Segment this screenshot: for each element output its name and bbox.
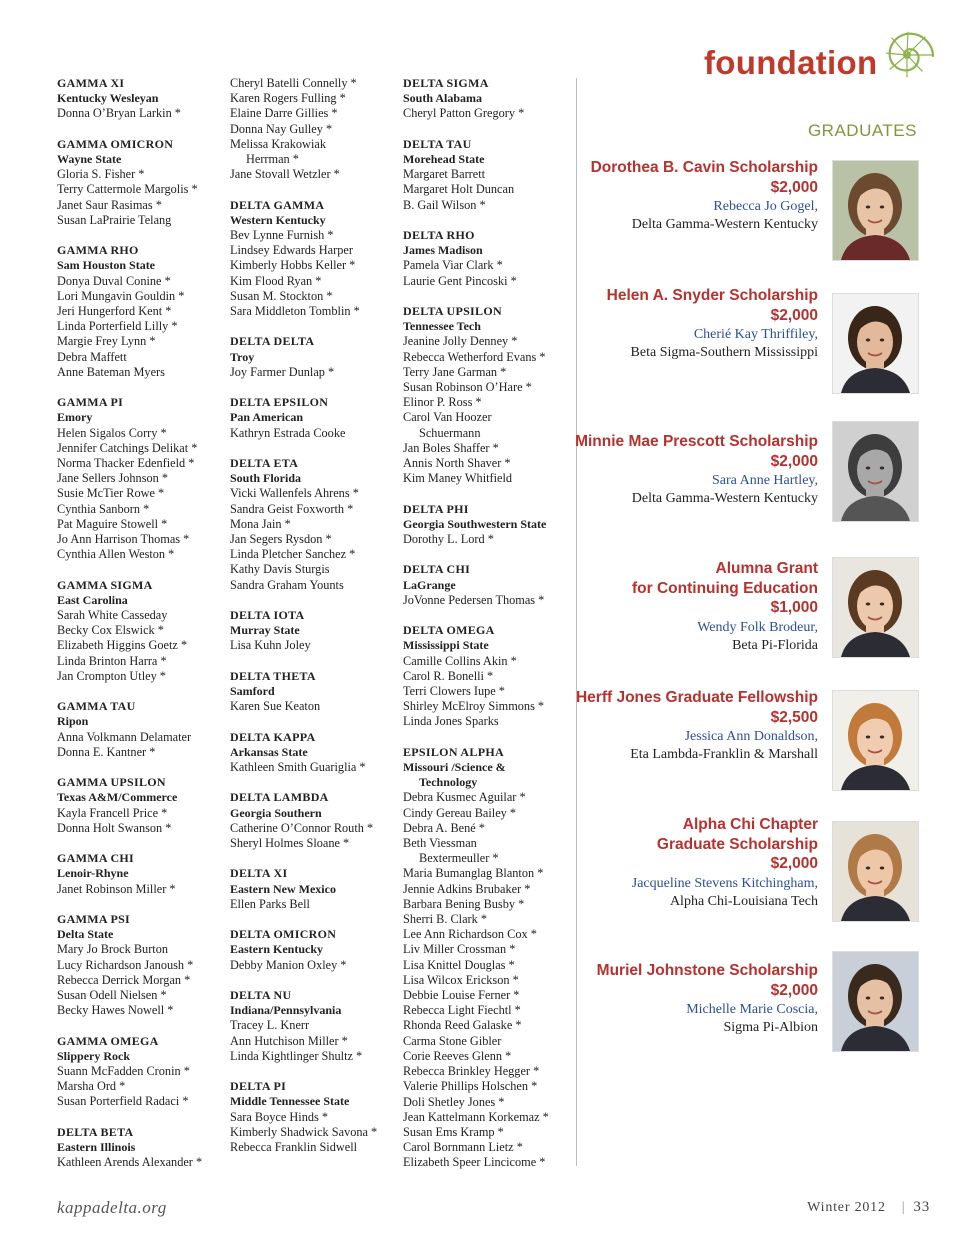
recipient-name: Wendy Folk Brodeur,	[697, 619, 818, 635]
school-name: Troy	[230, 349, 255, 364]
member-name: Sheryl Holmes Sloane *	[230, 836, 350, 851]
member-name: Kathleen Arends Alexander *	[57, 1155, 203, 1170]
chapter-name: GAMMA TAU	[57, 699, 136, 714]
member-name: Barbara Bening Busby *	[403, 896, 525, 911]
member-name: Jean Kattelmann Korkemaz *	[403, 1109, 549, 1124]
portrait-photo	[832, 160, 919, 261]
portrait-photo	[832, 293, 919, 394]
member-name: Kayla Francell Price *	[57, 805, 168, 820]
chapter-name: DELTA GAMMA	[230, 197, 325, 212]
scholarship-title: Alumna Grant	[715, 560, 818, 577]
member-name: Schuermann	[419, 425, 481, 440]
chapter-section	[57, 76, 222, 122]
scholarship-block	[488, 158, 818, 234]
member-name: Linda Porterfield Lilly *	[57, 319, 178, 334]
school-name: South Florida	[230, 471, 302, 486]
school-name: Morehead State	[403, 152, 485, 166]
chapter-name: DELTA EPSILON	[230, 395, 329, 410]
school-name: East Carolina	[57, 592, 128, 607]
member-name: Kathleen Smith Guariglia *	[230, 760, 366, 775]
school-name-continued: Technology	[419, 775, 478, 790]
school-name: South Alabama	[403, 91, 483, 106]
member-name: Lisa Knittel Douglas *	[403, 957, 515, 972]
scholarship-amount: $2,000	[770, 855, 818, 872]
member-name: Rebecca Derrick Morgan *	[57, 972, 191, 987]
chapter-section	[230, 198, 395, 320]
member-name: Elinor P. Ross *	[403, 395, 482, 410]
member-name: Janet Robinson Miller *	[57, 881, 176, 896]
chapter-section	[230, 456, 395, 593]
member-name: Anna Volkmann Delamater	[57, 729, 192, 744]
member-name: Rebecca Light Fiechtl *	[403, 1003, 521, 1018]
chapter-name: GAMMA RHO	[57, 243, 139, 258]
chapter-section	[57, 851, 222, 897]
scholarship-title: Dorothea B. Cavin Scholarship	[590, 159, 818, 176]
member-name: Margaret Barrett	[403, 167, 486, 182]
member-name: Lucy Richardson Janoush *	[57, 957, 194, 972]
member-name: Becky Hawes Nowell *	[57, 1003, 174, 1018]
member-name: Jan Segers Rysdon *	[230, 532, 332, 547]
member-name: Joy Farmer Dunlap *	[230, 364, 335, 379]
member-name: Jennie Adkins Brubaker *	[403, 881, 531, 896]
chapter-section	[57, 578, 222, 684]
school-name: Emory	[57, 410, 93, 425]
foundation-masthead	[704, 44, 934, 88]
roster-column-1	[57, 76, 222, 1186]
school-name: Slippery Rock	[57, 1048, 131, 1063]
member-name: Mary Jo Brock Burton	[57, 942, 169, 957]
member-name: Carma Stone Gibler	[403, 1033, 502, 1048]
member-name: Jennifer Catchings Delikat *	[57, 440, 198, 455]
chapter-section	[230, 608, 395, 654]
member-name: Susan Robinson O’Hare *	[403, 380, 532, 395]
chapter-name: DELTA TAU	[403, 136, 472, 151]
school-name: Arkansas State	[230, 744, 308, 759]
section-title: foundation	[704, 44, 878, 81]
school-name: James Madison	[403, 243, 483, 258]
scholarship-block	[488, 688, 818, 764]
school-name: Eastern Kentucky	[230, 942, 323, 957]
chapter-section	[57, 395, 222, 562]
scholarship-title: Graduate Scholarship	[656, 835, 818, 853]
member-name: Bextermeuller *	[419, 851, 499, 866]
member-name: Jan Boles Shaffer *	[403, 440, 499, 455]
school-name: Eastern New Mexico	[230, 881, 336, 896]
member-name: Doli Shetley Jones *	[403, 1094, 505, 1109]
chapter-name: DELTA SIGMA	[403, 76, 489, 90]
chapter-name: GAMMA PI	[57, 395, 124, 410]
member-name: Susan LaPrairie Telang	[57, 212, 172, 227]
member-name: Debra Maffett	[57, 349, 127, 364]
chapter-section	[230, 1079, 395, 1155]
chapter-section	[57, 243, 222, 380]
member-name: Cindy Gereau Bailey *	[403, 805, 517, 820]
chapter-section	[230, 334, 395, 380]
member-name: Donna Holt Swanson *	[57, 820, 172, 835]
school-name: Lenoir-Rhyne	[57, 866, 129, 881]
member-name: Kathy Davis Sturgis	[230, 562, 330, 577]
member-name: Jane Stovall Wetzler *	[230, 167, 340, 182]
member-name: Margaret Holt Duncan	[403, 182, 515, 197]
school-name: Middle Tennessee State	[230, 1094, 350, 1109]
member-name: Gloria S. Fisher *	[57, 167, 145, 182]
recipient-name: Jessica Ann Donaldson,	[684, 729, 818, 744]
member-name: Rebecca Brinkley Hegger *	[403, 1064, 540, 1079]
footer-separator: |	[901, 1200, 906, 1215]
chapter-section	[403, 502, 573, 548]
school-name: Sam Houston State	[57, 258, 156, 273]
school-name: Tennessee Tech	[403, 319, 481, 334]
member-name: Sarah White Casseday	[57, 608, 168, 623]
chapter-name: DELTA NU	[230, 988, 292, 1003]
member-name: Cheryl Batelli Connelly *	[230, 76, 357, 90]
member-name: Elaine Darre Gillies *	[230, 106, 338, 121]
portrait-photo	[832, 821, 919, 922]
school-name: Kentucky Wesleyan	[57, 91, 159, 106]
member-name: Shirley McElroy Simmons *	[403, 699, 545, 714]
chapter-name: DELTA UPSILON	[403, 304, 502, 318]
recipient-chapter: Delta Gamma-Western Kentucky	[631, 217, 818, 232]
member-name: Sara Boyce Hinds *	[230, 1109, 329, 1124]
chapter-section	[230, 395, 395, 441]
member-name: Cynthia Sanborn *	[57, 501, 150, 516]
member-name: Corie Reeves Glenn *	[403, 1048, 512, 1063]
member-name: Susan Odell Nielsen *	[57, 988, 167, 1003]
chapter-name: DELTA ETA	[230, 456, 299, 471]
school-name: Samford	[230, 684, 275, 699]
chapter-name: GAMMA CHI	[57, 851, 135, 866]
member-name: Debra A. Bené *	[403, 820, 485, 835]
chapter-section	[403, 76, 573, 122]
chapter-name: GAMMA UPSILON	[57, 775, 166, 790]
member-name: Ellen Parks Bell	[230, 896, 310, 911]
chapter-name: DELTA THETA	[230, 668, 316, 683]
member-name: Lisa Kuhn Joley	[230, 638, 311, 653]
scholarship-title: Herff Jones Graduate Fellowship	[575, 689, 818, 706]
chapter-name: GAMMA OMEGA	[57, 1033, 159, 1048]
member-name: Donna Nay Gulley *	[230, 121, 333, 136]
member-name: Liv Miller Crossman *	[403, 942, 516, 957]
member-name: JoVonne Pedersen Thomas *	[403, 592, 545, 607]
member-name: Anne Bateman Myers	[57, 364, 165, 379]
member-name: Linda Kightlinger Shultz *	[230, 1048, 363, 1063]
member-name: Catherine O’Connor Routh *	[230, 820, 374, 835]
member-name: Laurie Gent Pincoski *	[403, 273, 517, 288]
member-name: Karen Sue Keaton	[230, 699, 321, 714]
chapter-name: DELTA RHO	[403, 228, 475, 242]
recipient-name: Michelle Marie Coscia,	[686, 1002, 818, 1017]
nautilus-shell-icon	[878, 26, 936, 84]
scholarship-title: for Continuing Education	[632, 579, 818, 597]
member-name: Rebecca Franklin Sidwell	[230, 1140, 358, 1155]
member-name: Sandra Geist Foxworth *	[230, 501, 354, 516]
chapter-name: DELTA PI	[230, 1079, 287, 1094]
member-name: Sherri B. Clark *	[403, 912, 488, 927]
member-name: Valerie Phillips Holschen *	[403, 1079, 538, 1094]
member-name: Kimberly Shadwick Savona *	[230, 1124, 378, 1139]
member-name: Susan Ems Kramp *	[403, 1124, 504, 1139]
school-name: Indiana/Pennsylvania	[230, 1003, 342, 1018]
recipient-chapter: Eta Lambda-Franklin & Marshall	[630, 747, 818, 762]
member-name: Linda Jones Sparks	[403, 714, 499, 729]
chapter-section	[57, 1034, 222, 1110]
member-name: Susan M. Stockton *	[230, 288, 333, 303]
chapter-name: DELTA XI	[230, 866, 288, 881]
recipient-name: Jacqueline Stevens Kitchingham,	[631, 875, 818, 891]
member-name: Sandra Graham Younts	[230, 577, 344, 592]
member-name: Donya Duval Conine *	[57, 273, 171, 288]
chapter-name: DELTA OMICRON	[230, 927, 337, 942]
member-name: Donna E. Kantner *	[57, 744, 156, 759]
portrait-photo-grayscale	[832, 421, 919, 522]
school-name: LaGrange	[403, 577, 456, 592]
chapter-section	[57, 137, 222, 228]
recipient-name: Cherié Kay Thriffiley,	[693, 327, 818, 342]
member-name: Janet Saur Rasimas *	[57, 197, 162, 212]
member-name: Jo Ann Harrison Thomas *	[57, 532, 190, 547]
issue-label: Winter 2012	[807, 1200, 886, 1215]
member-name: Sara Middleton Tomblin *	[230, 304, 360, 319]
member-name: Jan Crompton Utley *	[57, 668, 166, 683]
school-name: Murray State	[230, 623, 300, 638]
chapter-name: DELTA LAMBDA	[230, 790, 329, 805]
member-name: Vicki Wallenfels Ahrens *	[230, 486, 359, 501]
chapter-section	[230, 730, 395, 776]
chapter-section	[57, 699, 222, 760]
portrait-photo	[832, 951, 919, 1052]
chapter-name: DELTA BETA	[57, 1124, 134, 1139]
chapter-name: EPSILON ALPHA	[403, 744, 504, 759]
member-name: Kim Flood Ryan *	[230, 273, 322, 288]
member-name: Rebecca Wetherford Evans *	[403, 349, 546, 364]
member-name: Camille Collins Akin *	[403, 653, 517, 668]
scholarship-block	[488, 432, 818, 508]
scholarship-block	[488, 286, 818, 362]
scholarship-title: Helen A. Snyder Scholarship	[606, 287, 818, 304]
member-name: Jeanine Jolly Denney *	[403, 334, 518, 349]
chapter-section	[57, 1125, 222, 1171]
portrait-photo	[832, 690, 919, 791]
member-name: Debby Manion Oxley *	[230, 957, 347, 972]
member-name: Elizabeth Speer Lincicome *	[403, 1155, 546, 1170]
chapter-section	[57, 912, 222, 1018]
scholarship-title: Alpha Chi Chapter	[682, 816, 818, 833]
chapter-name: DELTA CHI	[403, 562, 471, 577]
member-name: Lee Ann Richardson Cox *	[403, 927, 537, 942]
scholarship-title: Minnie Mae Prescott Scholarship	[575, 433, 818, 450]
member-name: Mona Jain *	[230, 516, 291, 531]
recipient-name: Rebecca Jo Gogel,	[713, 199, 818, 214]
recipient-name: Sara Anne Hartley,	[712, 473, 818, 488]
chapter-name: GAMMA SIGMA	[57, 577, 153, 592]
school-name: Texas A&M/Commerce	[57, 790, 178, 805]
member-name: Margie Frey Lynn *	[57, 334, 156, 349]
member-name: Kim Maney Whitfield	[403, 471, 513, 486]
member-name: Annis North Shaver *	[403, 456, 511, 471]
member-name: Debra Kusmec Aguilar *	[403, 790, 526, 805]
chapter-section	[230, 790, 395, 851]
member-name: Lori Mungavin Gouldin *	[57, 288, 185, 303]
member-name: Bev Lynne Furnish *	[230, 228, 334, 243]
member-name: Dorothy L. Lord *	[403, 532, 494, 547]
scholarship-amount: $1,000	[770, 599, 818, 616]
member-name: Carol R. Bonelli *	[403, 668, 494, 683]
footer-issue-info	[807, 1199, 930, 1216]
chapter-section	[403, 228, 573, 289]
member-name: B. Gail Wilson *	[403, 197, 486, 212]
scholarship-amount: $2,000	[770, 178, 818, 196]
member-name: Terry Jane Garman *	[403, 364, 507, 379]
member-name: Elizabeth Higgins Goetz *	[57, 638, 188, 653]
chapter-section	[230, 76, 395, 182]
member-name: Susie McTier Rowe *	[57, 486, 165, 501]
chapter-name: DELTA OMEGA	[403, 623, 495, 638]
member-name: Susan Porterfield Radaci *	[57, 1094, 189, 1109]
recipient-chapter: Delta Gamma-Western Kentucky	[631, 491, 818, 506]
member-name: Kimberly Hobbs Keller *	[230, 258, 356, 273]
member-name: Cheryl Patton Gregory *	[403, 106, 525, 121]
member-name: Beth Viessman	[403, 836, 477, 851]
member-name: Marsha Ord *	[57, 1079, 126, 1094]
chapter-name: DELTA DELTA	[230, 334, 315, 349]
member-name: Melissa Krakowiak	[230, 136, 326, 151]
scholarship-block	[488, 961, 818, 1037]
school-name: Wayne State	[57, 152, 122, 166]
chapter-section	[230, 927, 395, 973]
recipient-chapter: Alpha Chi-Louisiana Tech	[669, 893, 818, 909]
member-name: Norma Thacker Edenfield *	[57, 456, 195, 471]
member-name: Carol Van Hoozer	[403, 410, 492, 425]
member-name: Lisa Wilcox Erickson *	[403, 972, 519, 987]
school-name: Delta State	[57, 927, 114, 942]
school-name: Eastern Illinois	[57, 1140, 136, 1155]
member-name: Herrman *	[246, 152, 299, 167]
member-name: Helen Sigalos Corry *	[57, 425, 167, 440]
footer-website: kappadelta.org	[57, 1198, 167, 1217]
member-name: Karen Rogers Fulling *	[230, 91, 346, 106]
member-name: Kathryn Estrada Cooke	[230, 425, 346, 440]
recipient-chapter: Beta Sigma-Southern Mississippi	[630, 345, 818, 360]
member-name: Jeri Hungerford Kent *	[57, 304, 172, 319]
member-name: Suann McFadden Cronin *	[57, 1064, 190, 1079]
chapter-name: GAMMA PSI	[57, 912, 131, 927]
member-name: Maria Bumanglag Blanton *	[403, 866, 544, 881]
school-name: Western Kentucky	[230, 212, 326, 227]
chapter-section	[57, 775, 222, 836]
member-name: Tracey L. Knerr	[230, 1018, 310, 1033]
scholarship-block	[488, 815, 818, 911]
scholarship-amount: $2,500	[770, 708, 818, 726]
member-name: Pat Maguire Stowell *	[57, 516, 168, 531]
member-name: Linda Brinton Harra *	[57, 653, 167, 668]
member-name: Donna O’Bryan Larkin *	[57, 106, 181, 121]
chapter-name: DELTA PHI	[403, 501, 469, 516]
chapter-section	[230, 866, 395, 912]
portrait-photo	[832, 557, 919, 658]
chapter-section	[230, 988, 395, 1064]
member-name: Terri Clowers Iupe *	[403, 684, 505, 699]
chapter-name: GAMMA OMICRON	[57, 136, 174, 151]
member-name: Jane Sellers Johnson *	[57, 471, 169, 486]
member-name: Pamela Viar Clark *	[403, 258, 503, 273]
member-name: Lindsey Edwards Harper	[230, 243, 353, 258]
scholarship-amount: $2,000	[770, 981, 818, 999]
graduates-heading: GRADUATES	[807, 121, 917, 140]
school-name: Pan American	[230, 410, 303, 425]
school-name: Mississippi State	[403, 638, 489, 653]
member-name: Debbie Louise Ferner *	[403, 988, 520, 1003]
school-name: Georgia Southern	[230, 805, 322, 820]
member-name: Becky Cox Elswick *	[57, 623, 164, 638]
member-name: Rhonda Reed Galaske *	[403, 1018, 522, 1033]
member-name: Terry Cattermole Margolis *	[57, 182, 198, 197]
chapter-name: GAMMA XI	[57, 76, 125, 90]
school-name: Georgia Southwestern State	[403, 516, 547, 531]
member-name: Cynthia Allen Weston *	[57, 547, 175, 562]
member-name: Ann Hutchison Miller *	[230, 1033, 348, 1048]
roster-column-2	[230, 76, 395, 1170]
scholarship-amount: $2,000	[770, 306, 818, 324]
chapter-name: DELTA IOTA	[230, 608, 305, 623]
school-name: Missouri /Science &	[403, 760, 506, 775]
member-name: Linda Pletcher Sanchez *	[230, 547, 356, 562]
chapter-name: DELTA KAPPA	[230, 729, 316, 744]
scholarship-block	[488, 559, 818, 655]
recipient-chapter: Sigma Pi-Albion	[723, 1020, 818, 1035]
scholarship-title: Muriel Johnstone Scholarship	[596, 962, 818, 979]
member-name: Carol Bornmann Lietz *	[403, 1140, 523, 1155]
page-number: 33	[913, 1199, 930, 1215]
chapter-section	[230, 669, 395, 715]
scholarship-amount: $2,000	[770, 452, 818, 470]
school-name: Ripon	[57, 714, 89, 729]
recipient-chapter: Beta Pi-Florida	[732, 637, 818, 653]
chapter-section	[403, 745, 573, 1171]
